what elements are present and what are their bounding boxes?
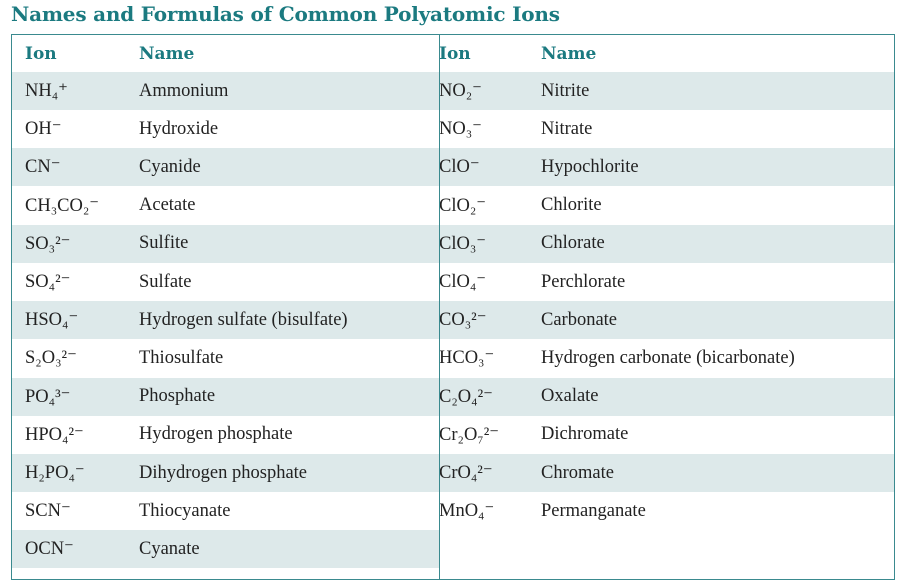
ion-name: Cyanide: [139, 156, 201, 177]
ion-formula: SCN⁻: [25, 501, 71, 522]
table-row: [12, 492, 894, 530]
ion-name: Chromate: [541, 462, 614, 483]
ion-formula: Cr₂O₇²⁻: [439, 424, 500, 445]
ion-name: Chlorite: [541, 195, 602, 216]
ion-name: Hydrogen sulfate (bisulfate): [139, 309, 348, 330]
ion-name: Thiocyanate: [139, 500, 231, 521]
header-ion-left: Ion: [25, 43, 57, 64]
polyatomic-ions-table: [11, 34, 895, 580]
empty-cell: [440, 530, 894, 568]
table-row: [12, 148, 894, 186]
ion-formula: CH₃CO₂⁻: [25, 195, 100, 216]
ion-formula: SO₄²⁻: [25, 272, 71, 292]
ion-formula: ClO₃⁻: [439, 233, 487, 254]
ion-formula: C₂O₄²⁻: [439, 386, 493, 407]
ion-formula: CN⁻: [25, 157, 61, 178]
ion-formula: CO₃²⁻: [439, 310, 487, 331]
ion-formula: MnO₄⁻: [439, 501, 495, 522]
table-row: [12, 72, 894, 110]
ion-formula: ClO⁻: [439, 157, 480, 178]
ion-formula: S₂O₃²⁻: [25, 348, 77, 369]
page-title: Names and Formulas of Common Polyatomic Ions: [11, 2, 560, 26]
table-header-row: [12, 35, 894, 72]
table-row: [12, 263, 894, 301]
ion-name: Chlorate: [541, 233, 605, 254]
ion-name: Dichromate: [541, 424, 629, 445]
ion-name: Ammonium: [139, 80, 229, 101]
table-row: [12, 530, 894, 568]
table-row: [12, 187, 894, 225]
ion-name: Carbonate: [541, 309, 618, 330]
ion-name: Phosphate: [139, 386, 216, 407]
header-name-left: Name: [139, 43, 195, 64]
ion-name: Acetate: [139, 195, 196, 216]
ion-formula: HSO₄⁻: [25, 310, 79, 331]
ion-name: Permanganate: [541, 500, 646, 521]
ion-formula: HCO₃⁻: [439, 348, 495, 369]
ion-formula: OCN⁻: [25, 539, 74, 560]
table-row: [12, 378, 894, 416]
table-row: [12, 339, 894, 377]
table-row: [12, 301, 894, 339]
ion-formula: H₂PO₄⁻: [25, 463, 85, 483]
table-row: [12, 110, 894, 148]
ion-name: Hydrogen carbonate (bicarbonate): [541, 347, 795, 368]
ion-formula: SO₃²⁻: [25, 233, 71, 254]
table-row: [12, 454, 894, 492]
ion-formula: OH⁻: [25, 119, 62, 140]
ion-name: Hydrogen phosphate: [139, 424, 293, 445]
ion-name: Dihydrogen phosphate: [139, 462, 308, 483]
header-name-right: Name: [541, 43, 597, 64]
ion-name: Perchlorate: [541, 271, 626, 292]
ion-name: Nitrite: [541, 80, 590, 101]
ion-name: Thiosulfate: [139, 347, 224, 368]
ion-name: Oxalate: [541, 386, 599, 407]
ion-name: Sulfite: [139, 233, 189, 254]
ion-name: Hypochlorite: [541, 156, 639, 177]
table-row: [12, 225, 894, 263]
ion-name: Hydroxide: [139, 118, 219, 139]
ion-formula: ClO₄⁻: [439, 272, 487, 292]
ion-name: Cyanate: [139, 538, 200, 559]
ion-formula: HPO₄²⁻: [25, 424, 84, 445]
header-ion-right: Ion: [439, 43, 471, 64]
ion-formula: ClO₂⁻: [439, 195, 487, 216]
ion-formula: NH₄⁺: [25, 81, 68, 101]
ion-formula: PO₄³⁻: [25, 386, 71, 407]
ion-name: Sulfate: [139, 271, 192, 292]
table-row: [12, 416, 894, 454]
ion-name: Nitrate: [541, 118, 593, 139]
column-divider: [439, 35, 440, 579]
ion-formula: NO₃⁻: [439, 119, 482, 140]
ion-formula: NO₂⁻: [439, 81, 482, 101]
ion-formula: CrO₄²⁻: [439, 463, 493, 483]
